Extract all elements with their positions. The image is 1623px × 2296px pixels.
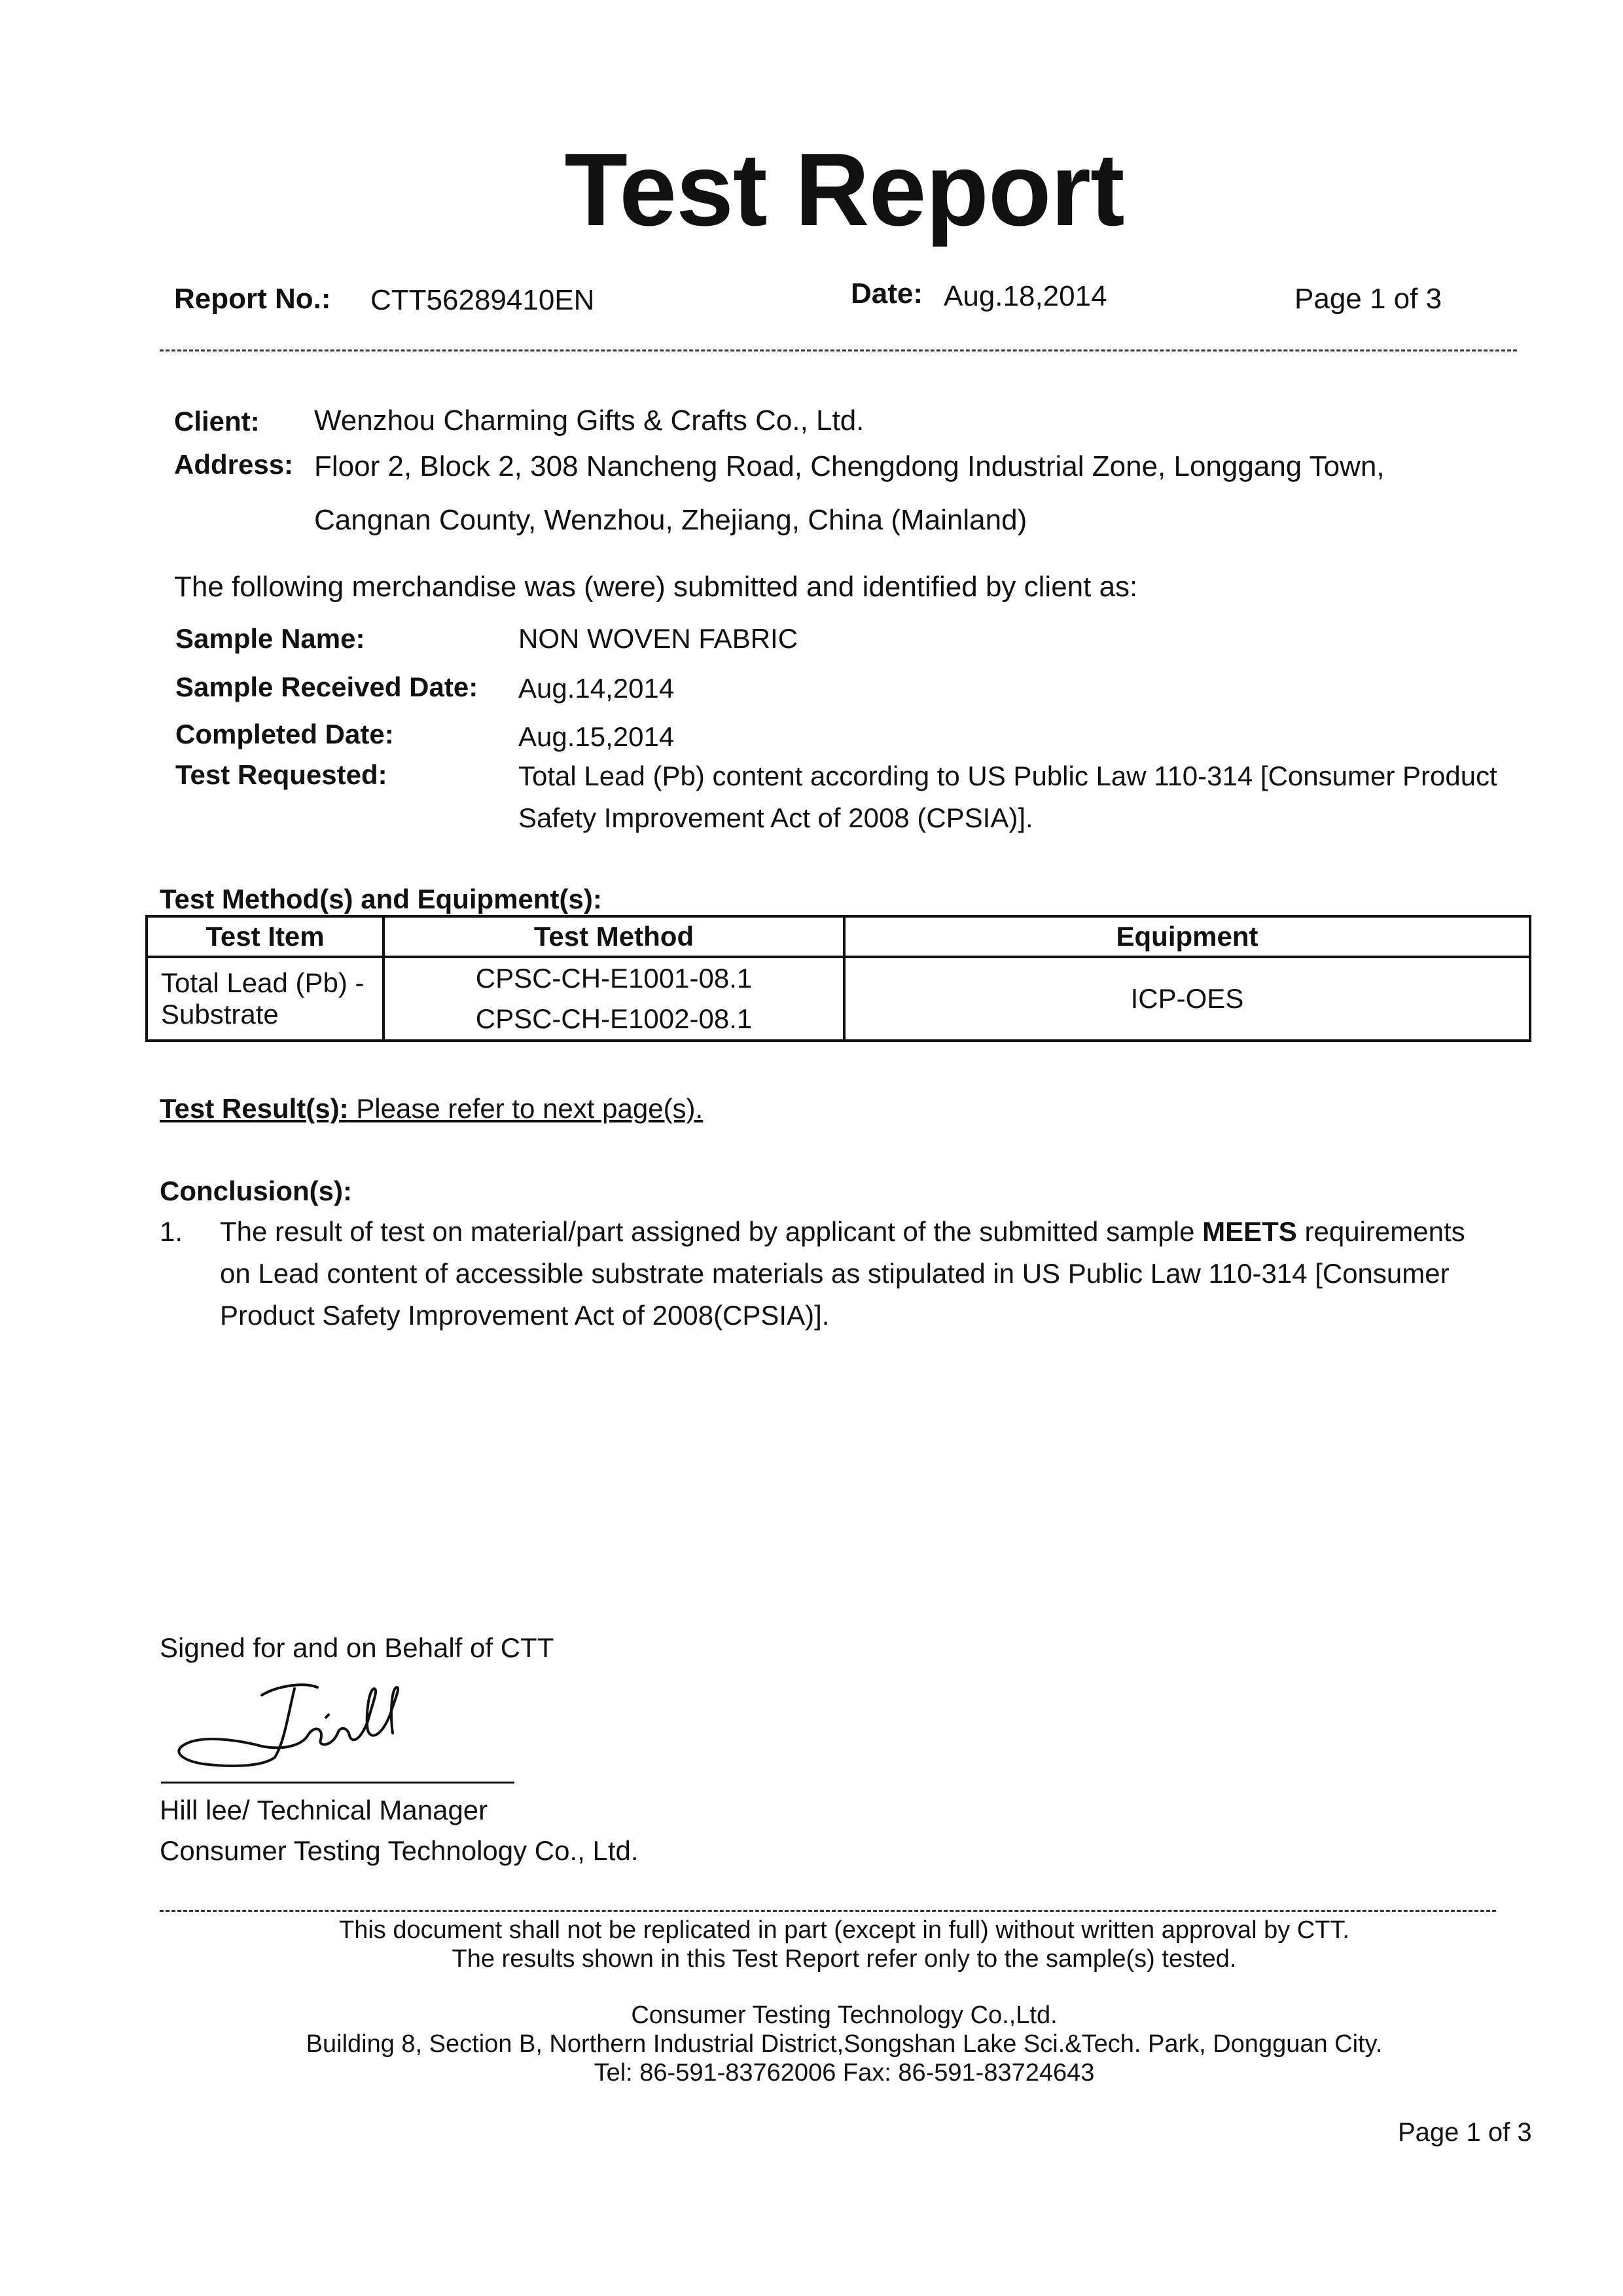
signature-line [161, 1782, 514, 1784]
test-requested-line-1: Total Lead (Pb) content according to US Public Law 110-314 [Consumer Product [518, 761, 1497, 791]
signatory-name: Hill lee/ Technical Manager [160, 1795, 488, 1825]
footer-company: Consumer Testing Technology Co.,Ltd. [631, 2001, 1058, 2029]
report-no-value: CTT56289410EN [370, 284, 595, 316]
test-requested-label: Test Requested: [175, 759, 387, 790]
address-line-2: Cangnan County, Wenzhou, Zhejiang, China (Mainland) [314, 504, 1027, 536]
page-number-footer: Page 1 of 3 [1398, 2118, 1532, 2147]
test-requested-line-2: Safety Improvement Act of 2008 (CPSIA)]. [518, 802, 1033, 833]
footer-notice-2: The results shown in this Test Report refer only to the sample(s) tested. [452, 1945, 1237, 1973]
date-label: Date: [851, 278, 923, 310]
report-no-label: Report No.: [174, 283, 331, 315]
page-number-header: Page 1 of 3 [1294, 283, 1442, 315]
conclusion-line-2: on Lead content of accessible substrate materials as stipulated in US Public Law 110-314 [Consumer [220, 1258, 1450, 1289]
test-result-label: Test Result(s): [160, 1093, 349, 1124]
client-name: Wenzhou Charming Gifts & Crafts Co., Ltd. [314, 404, 865, 437]
sample-name-value: NON WOVEN FABRIC [518, 623, 798, 654]
conclusion-meets: MEETS [1202, 1216, 1297, 1247]
footer-contact: Tel: 86-591-83762006 Fax: 86-591-83724643 [594, 2059, 1095, 2087]
conclusion-line-3: Product Safety Improvement Act of 2008(CPSIA)]. [220, 1300, 830, 1331]
methods-heading: Test Method(s) and Equipment(s): [160, 884, 602, 914]
column-header-equipment: Equipment [844, 916, 1530, 957]
test-item-cell: Total Lead (Pb) - Substrate [147, 957, 383, 1041]
client-label: Client: [174, 406, 260, 437]
date-value: Aug.18,2014 [944, 280, 1107, 312]
intro-text: The following merchandise was (were) submitted and identified by client as: [174, 571, 1138, 603]
test-result-text: Please refer to next page(s). [348, 1093, 704, 1124]
test-method-2: CPSC-CH-E1002-08.1 [475, 1003, 753, 1034]
footer-address: Building 8, Section B, Northern Industrial District,Songshan Lake Sci.&Tech. Park, Dongguan City. [306, 2030, 1383, 2058]
column-header-test-method: Test Method [383, 916, 844, 957]
sample-name-label: Sample Name: [175, 623, 365, 654]
table-row [147, 957, 1530, 1041]
conclusion-line-1-start: The result of test on material/part assigned by applicant of the submitted sample [220, 1216, 1203, 1247]
address-line-1: Floor 2, Block 2, 308 Nancheng Road, Chengdong Industrial Zone, Longgang Town, [314, 450, 1385, 482]
test-method-cell [383, 957, 844, 1041]
signed-for-text: Signed for and on Behalf of CTT [160, 1632, 554, 1663]
signatory-company: Consumer Testing Technology Co., Ltd. [160, 1835, 639, 1866]
report-title: Test Report [564, 132, 1124, 247]
completed-date-label: Completed Date: [175, 719, 394, 749]
footer-divider [160, 1910, 1496, 1912]
conclusion-line-1-end: requirements [1296, 1216, 1465, 1247]
methods-table-header [147, 916, 1530, 957]
conclusion-line-1 [220, 1216, 1465, 1247]
test-result-line [160, 1093, 703, 1124]
methods-table [145, 915, 1531, 1042]
signature-image [164, 1662, 438, 1780]
conclusion-number: 1. [160, 1216, 183, 1247]
conclusion-heading: Conclusion(s): [160, 1175, 352, 1206]
address-label: Address: [174, 449, 294, 480]
received-date-value: Aug.14,2014 [518, 673, 675, 704]
header-divider [160, 350, 1517, 351]
equipment-cell: ICP-OES [844, 957, 1530, 1041]
received-date-label: Sample Received Date: [175, 672, 478, 702]
test-method-1: CPSC-CH-E1001-08.1 [475, 963, 753, 994]
completed-date-value: Aug.15,2014 [518, 721, 675, 752]
footer-notice-1: This document shall not be replicated in part (except in full) without written approval by CTT. [339, 1916, 1349, 1944]
column-header-test-item: Test Item [147, 916, 383, 957]
